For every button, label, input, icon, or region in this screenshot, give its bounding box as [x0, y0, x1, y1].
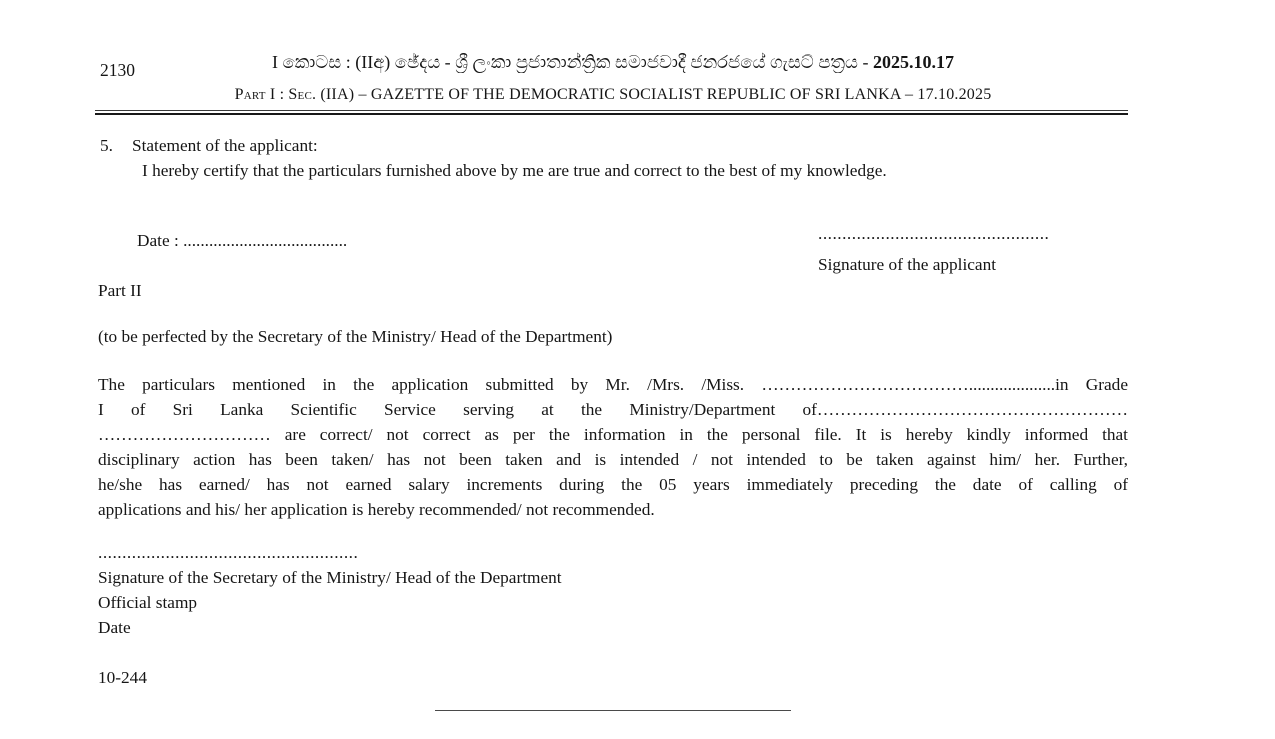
paragraph-line: he/she has earned/ has not earned salary increments during the 05 years immediately preceding the date of calling of: [98, 475, 1128, 494]
section5-number: 5.: [100, 136, 113, 155]
paragraph-line: disciplinary action has been taken/ has not been taken and is intended / not intended to be taken against him/ her. Further,: [98, 450, 1128, 469]
part2-subtitle: (to be perfected by the Secretary of the Ministry/ Head of the Department): [98, 327, 613, 346]
notice-number: 10-244: [98, 668, 147, 687]
gazette-date-sinhala: 2025.10.17: [872, 52, 954, 72]
paragraph-line: I of Sri Lanka Scientific Service serving at the Ministry/Department of………………………………………………: [98, 400, 1128, 419]
secretary-signature-label: Signature of the Secretary of the Ministry/ Head of the Department: [98, 568, 562, 587]
header-divider-rule: [95, 110, 1128, 115]
official-stamp-label: Official stamp: [98, 593, 198, 612]
paragraph-line: applications and his/ her application is hereby recommended/ not recommended.: [98, 500, 655, 519]
gazette-title-sinhala-text: I කොටස : (IIඅ) ඡේදය - ශ්‍රී ලංකා ප්‍රජාතාන්ත්‍රික සමාජවාදී ජනරජයේ ගැසට් පත්‍රය -: [272, 52, 873, 72]
secretary-date-label: Date: [98, 618, 131, 637]
applicant-signature-line: ................................................: [818, 224, 1050, 243]
end-of-notice-rule: [435, 710, 791, 711]
part2-paragraph: [98, 372, 1128, 522]
certification-statement: I hereby certify that the particulars furnished above by me are true and correct to the best of my knowledge.: [142, 161, 887, 180]
applicant-date-field: Date : ......................................: [137, 231, 348, 250]
section5-heading: [100, 136, 318, 156]
paragraph-line: ………………………… are correct/ not correct as per the information in the personal file. It is hereby kindly informed that: [98, 425, 1128, 444]
gazette-title-english: Part I : Sec. (IIA) – GAZETTE OF THE DEMOCRATIC SOCIALIST REPUBLIC OF SRI LANKA – 17.10.2025: [234, 86, 992, 103]
secretary-signature-line: ......................................................: [98, 543, 359, 562]
applicant-signature-label: Signature of the applicant: [818, 255, 997, 274]
section5-title: Statement of the applicant:: [131, 136, 318, 155]
part2-title: Part II: [98, 281, 142, 300]
page-number: 2130: [100, 60, 135, 80]
paragraph-line: The particulars mentioned in the application submitted by Mr. /Mrs. /Miss. ………………………………....................in Grade: [98, 375, 1128, 394]
gazette-title-sinhala: [98, 52, 1128, 73]
